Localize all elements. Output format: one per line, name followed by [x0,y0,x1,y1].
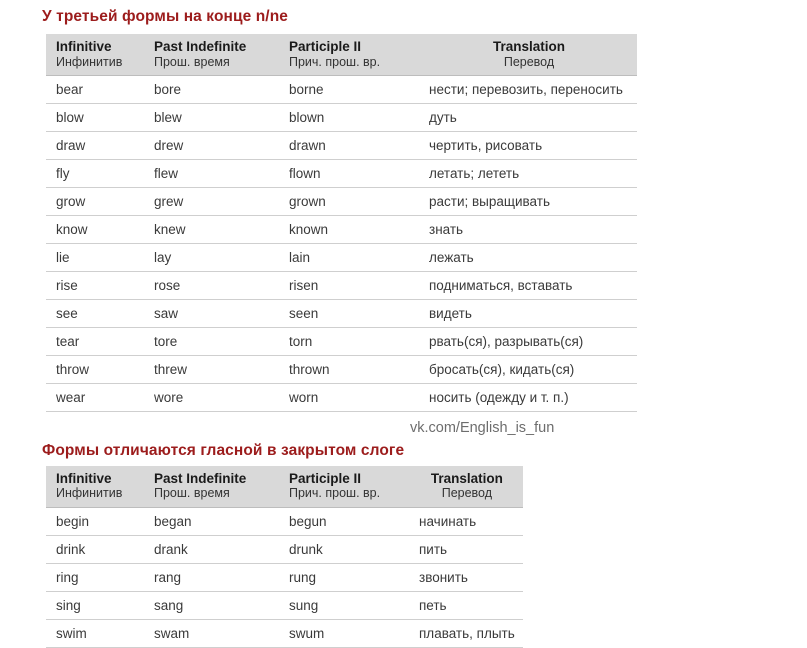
cell-participle: known [279,215,419,243]
cell-past: blew [144,103,279,131]
cell-infinitive: tear [46,327,144,355]
cell-participle: drawn [279,131,419,159]
column-header-ru: Прош. время [154,486,230,501]
column-header-infinitive [46,34,144,75]
cell-infinitive: ring [46,563,144,591]
irregular-verbs-table-1 [46,34,637,412]
cell-infinitive: blow [46,103,144,131]
cell-past: began [144,507,279,535]
cell-infinitive: sing [46,591,144,619]
table-row [46,383,637,411]
cell-infinitive: see [46,299,144,327]
cell-infinitive: fly [46,159,144,187]
table-row [46,619,523,647]
column-header-participle-ii [279,34,419,75]
table-body-1 [46,75,637,411]
cell-infinitive: lie [46,243,144,271]
column-header-ru: Инфинитив [56,54,123,69]
column-header-past-indefinite [144,466,279,507]
cell-translation: начинать [409,507,523,535]
cell-past: saw [144,299,279,327]
section-title-2: Формы отличаются гласной в закрытом слоге [42,441,405,459]
table-header-1 [46,34,637,75]
column-header-translation [419,34,637,75]
column-header-en: Infinitive [56,470,112,486]
cell-translation: подниматься, вставать [419,271,637,299]
table-row [46,271,637,299]
cell-participle: seen [279,299,419,327]
cell-infinitive: know [46,215,144,243]
cell-translation: петь [409,591,523,619]
table-row [46,103,637,131]
cell-translation: плавать, плыть [409,619,523,647]
table-row [46,131,637,159]
cell-translation: рвать(ся), разрывать(ся) [419,327,637,355]
irregular-verbs-table-2 [46,466,523,648]
column-header-ru: Перевод [503,54,555,69]
table-header-row [46,466,523,507]
cell-infinitive: drink [46,535,144,563]
table-row [46,159,637,187]
cell-past: swam [144,619,279,647]
column-header-ru: Прич. прош. вр. [289,54,381,69]
cell-past: bore [144,75,279,103]
cell-past: rose [144,271,279,299]
table-row [46,215,637,243]
cell-past: drew [144,131,279,159]
column-header-ru: Инфинитив [56,486,123,501]
table-row [46,535,523,563]
cell-infinitive: throw [46,355,144,383]
table-row [46,187,637,215]
cell-participle: begun [279,507,409,535]
column-header-en: Participle II [289,39,362,54]
cell-translation: знать [419,215,637,243]
cell-past: flew [144,159,279,187]
column-header-ru: Прош. время [154,54,230,69]
cell-translation: звонить [409,563,523,591]
cell-translation: пить [409,535,523,563]
column-header-participle-ii [279,466,409,507]
table-row [46,299,637,327]
cell-past: tore [144,327,279,355]
column-header-ru: Перевод [441,486,493,501]
cell-infinitive: grow [46,187,144,215]
cell-infinitive: swim [46,619,144,647]
table-header-2 [46,466,523,507]
cell-translation: носить (одежду и т. п.) [419,383,637,411]
watermark: vk.com/English_is_fun [410,419,555,436]
cell-past: lay [144,243,279,271]
cell-participle: worn [279,383,419,411]
cell-participle: borne [279,75,419,103]
column-header-en: Translation [492,39,565,54]
cell-past: threw [144,355,279,383]
cell-translation: чертить, рисовать [419,131,637,159]
table-row [46,243,637,271]
table-row [46,507,523,535]
cell-participle: blown [279,103,419,131]
column-header-en: Infinitive [56,39,112,54]
cell-past: wore [144,383,279,411]
section-title-1: У третьей формы на конце n/ne [42,8,288,25]
table-header-row [46,34,637,75]
cell-participle: flown [279,159,419,187]
cell-participle: lain [279,243,419,271]
cell-participle: risen [279,271,419,299]
cell-past: sang [144,591,279,619]
cell-participle: sung [279,591,409,619]
column-header-translation [409,466,523,507]
cell-past: drank [144,535,279,563]
cell-translation: нести; перевозить, переносить [419,75,637,103]
cell-past: grew [144,187,279,215]
column-header-en: Participle II [289,470,362,486]
cell-infinitive: rise [46,271,144,299]
cell-translation: дуть [419,103,637,131]
cell-translation: расти; выращивать [419,187,637,215]
cell-translation: бросать(ся), кидать(ся) [419,355,637,383]
column-header-infinitive [46,466,144,507]
cell-infinitive: begin [46,507,144,535]
cell-participle: swum [279,619,409,647]
column-header-ru: Прич. прош. вр. [289,486,381,501]
cell-translation: летать; лететь [419,159,637,187]
cell-infinitive: draw [46,131,144,159]
cell-participle: thrown [279,355,419,383]
column-header-past-indefinite [144,34,279,75]
table-row [46,355,637,383]
cell-participle: rung [279,563,409,591]
cell-translation: лежать [419,243,637,271]
cell-past: rang [144,563,279,591]
table-body-2 [46,507,523,647]
cell-participle: grown [279,187,419,215]
cell-past: knew [144,215,279,243]
cell-participle: drunk [279,535,409,563]
table-row [46,75,637,103]
cell-infinitive: bear [46,75,144,103]
cell-participle: torn [279,327,419,355]
cell-translation: видеть [419,299,637,327]
cell-infinitive: wear [46,383,144,411]
table-row [46,327,637,355]
column-header-en: Past Indefinite [154,470,247,486]
table-row [46,591,523,619]
column-header-en: Translation [430,470,503,486]
column-header-en: Past Indefinite [154,39,247,54]
table-row [46,563,523,591]
